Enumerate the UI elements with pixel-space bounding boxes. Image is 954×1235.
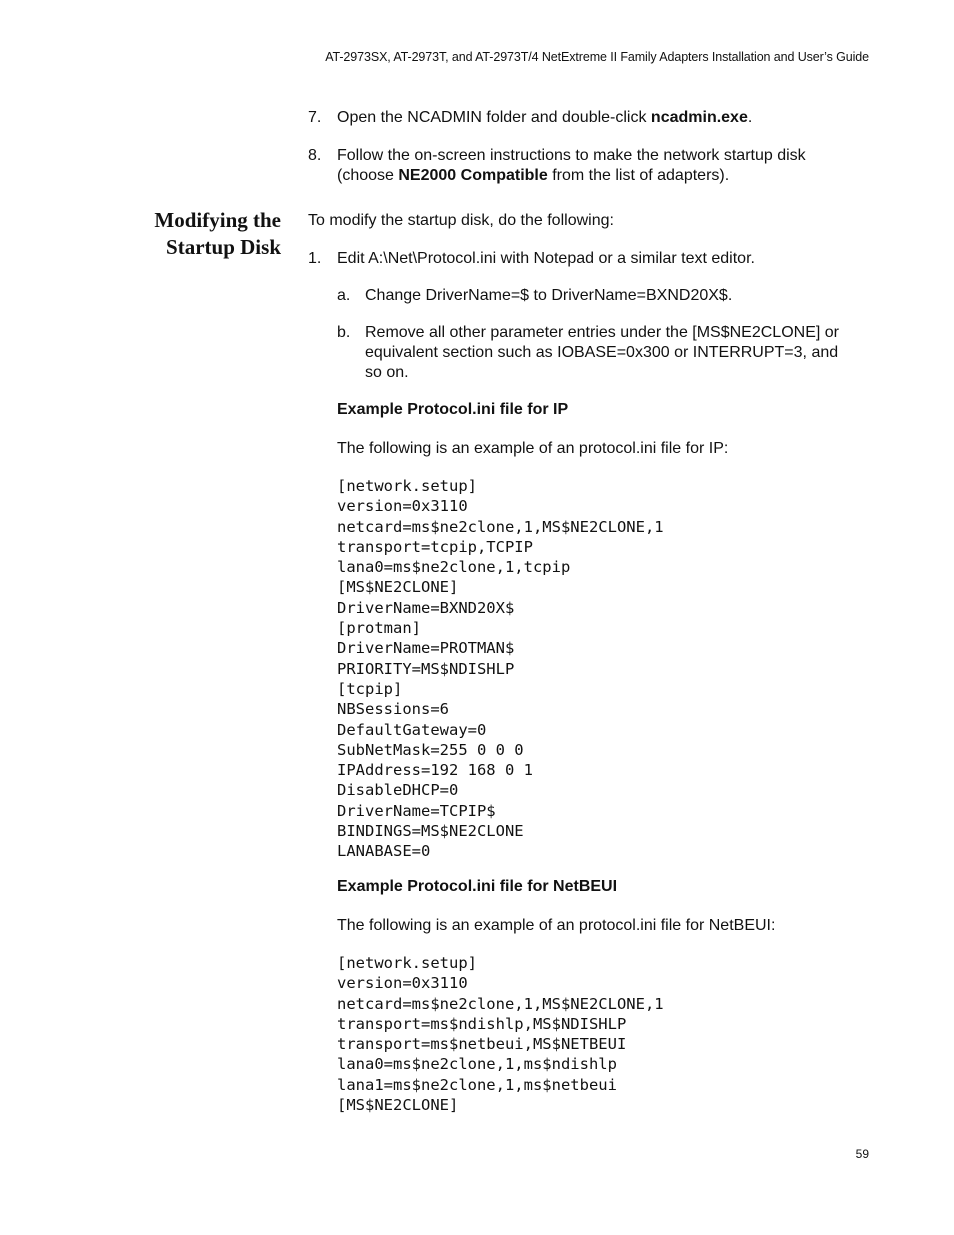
netbeui-example-intro: The following is an example of an protocol.ini file for NetBEUI: [337,917,776,934]
ip-example-intro: The following is an example of an protocol.ini file for IP: [337,440,729,457]
running-header: AT-2973SX, AT-2973T, and AT-2973T/4 NetExtreme II Family Adapters Installation and User’s Guide [325,50,869,64]
substep-text: Remove all other parameter entries under the [MS$NE2CLONE] or equivalent section such as IOBASE=0x300 or INTERRUPT=3, and so on. [365,324,839,381]
step-number: 7. [308,109,322,126]
netbeui-example-heading: Example Protocol.ini file for NetBEUI [337,878,618,895]
netbeui-protocol-ini-code: [network.setup] version=0x3110 netcard=ms$ne2clone,1,MS$NE2CLONE,1 transport=ms$ndishlp,MS$NDISHLP transport=ms$netbeui,MS$NETBEUI lana0=ms$ne2clone,1,ms$ndishlp lana1=ms$ne2clone,1,ms$netbeui [MS$NE2CLONE] [337,954,664,1115]
step-text: Edit A:\Net\Protocol.ini with Notepad or a similar text editor. [337,250,755,267]
ip-example-heading: Example Protocol.ini file for IP [337,401,569,418]
substep-letter: b. [337,324,351,341]
substep-letter: a. [337,287,351,304]
filename: ncadmin.exe [650,109,748,126]
section-intro: To modify the startup disk, do the following: [308,212,614,229]
step-text: Follow the on-screen instructions to make the network startup disk (choose NE2000 Compatible from the list of adapters). [337,147,806,184]
substep-text: Change DriverName=$ to DriverName=BXND20X$. [365,287,733,304]
step-text: Open the NCADMIN folder and double-click ncadmin.exe. [337,109,753,126]
step-number: 8. [308,147,322,164]
adapter-name: NE2000 Compatible [398,167,548,184]
ip-protocol-ini-code: [network.setup] version=0x3110 netcard=ms$ne2clone,1,MS$NE2CLONE,1 transport=tcpip,TCPIP lana0=ms$ne2clone,1,tcpip [MS$NE2CLONE] DriverName=BXND20X$ [protman] DriverName=PROTMAN$ PRIORITY=MS$NDISHLP [tcpip] NBSessions=6 DefaultGateway=0 SubNetMask=255 0 0 0 IPAddress=192 168 0 1 DisableDHCP=0 DriverName=TCPIP$ BINDINGS=MS$NE2CLONE LANABASE=0 [337,477,664,861]
page-number: 59 [855,1147,869,1161]
section-title: Modifying the Startup Disk [154,208,281,259]
step-number: 1. [308,250,322,267]
